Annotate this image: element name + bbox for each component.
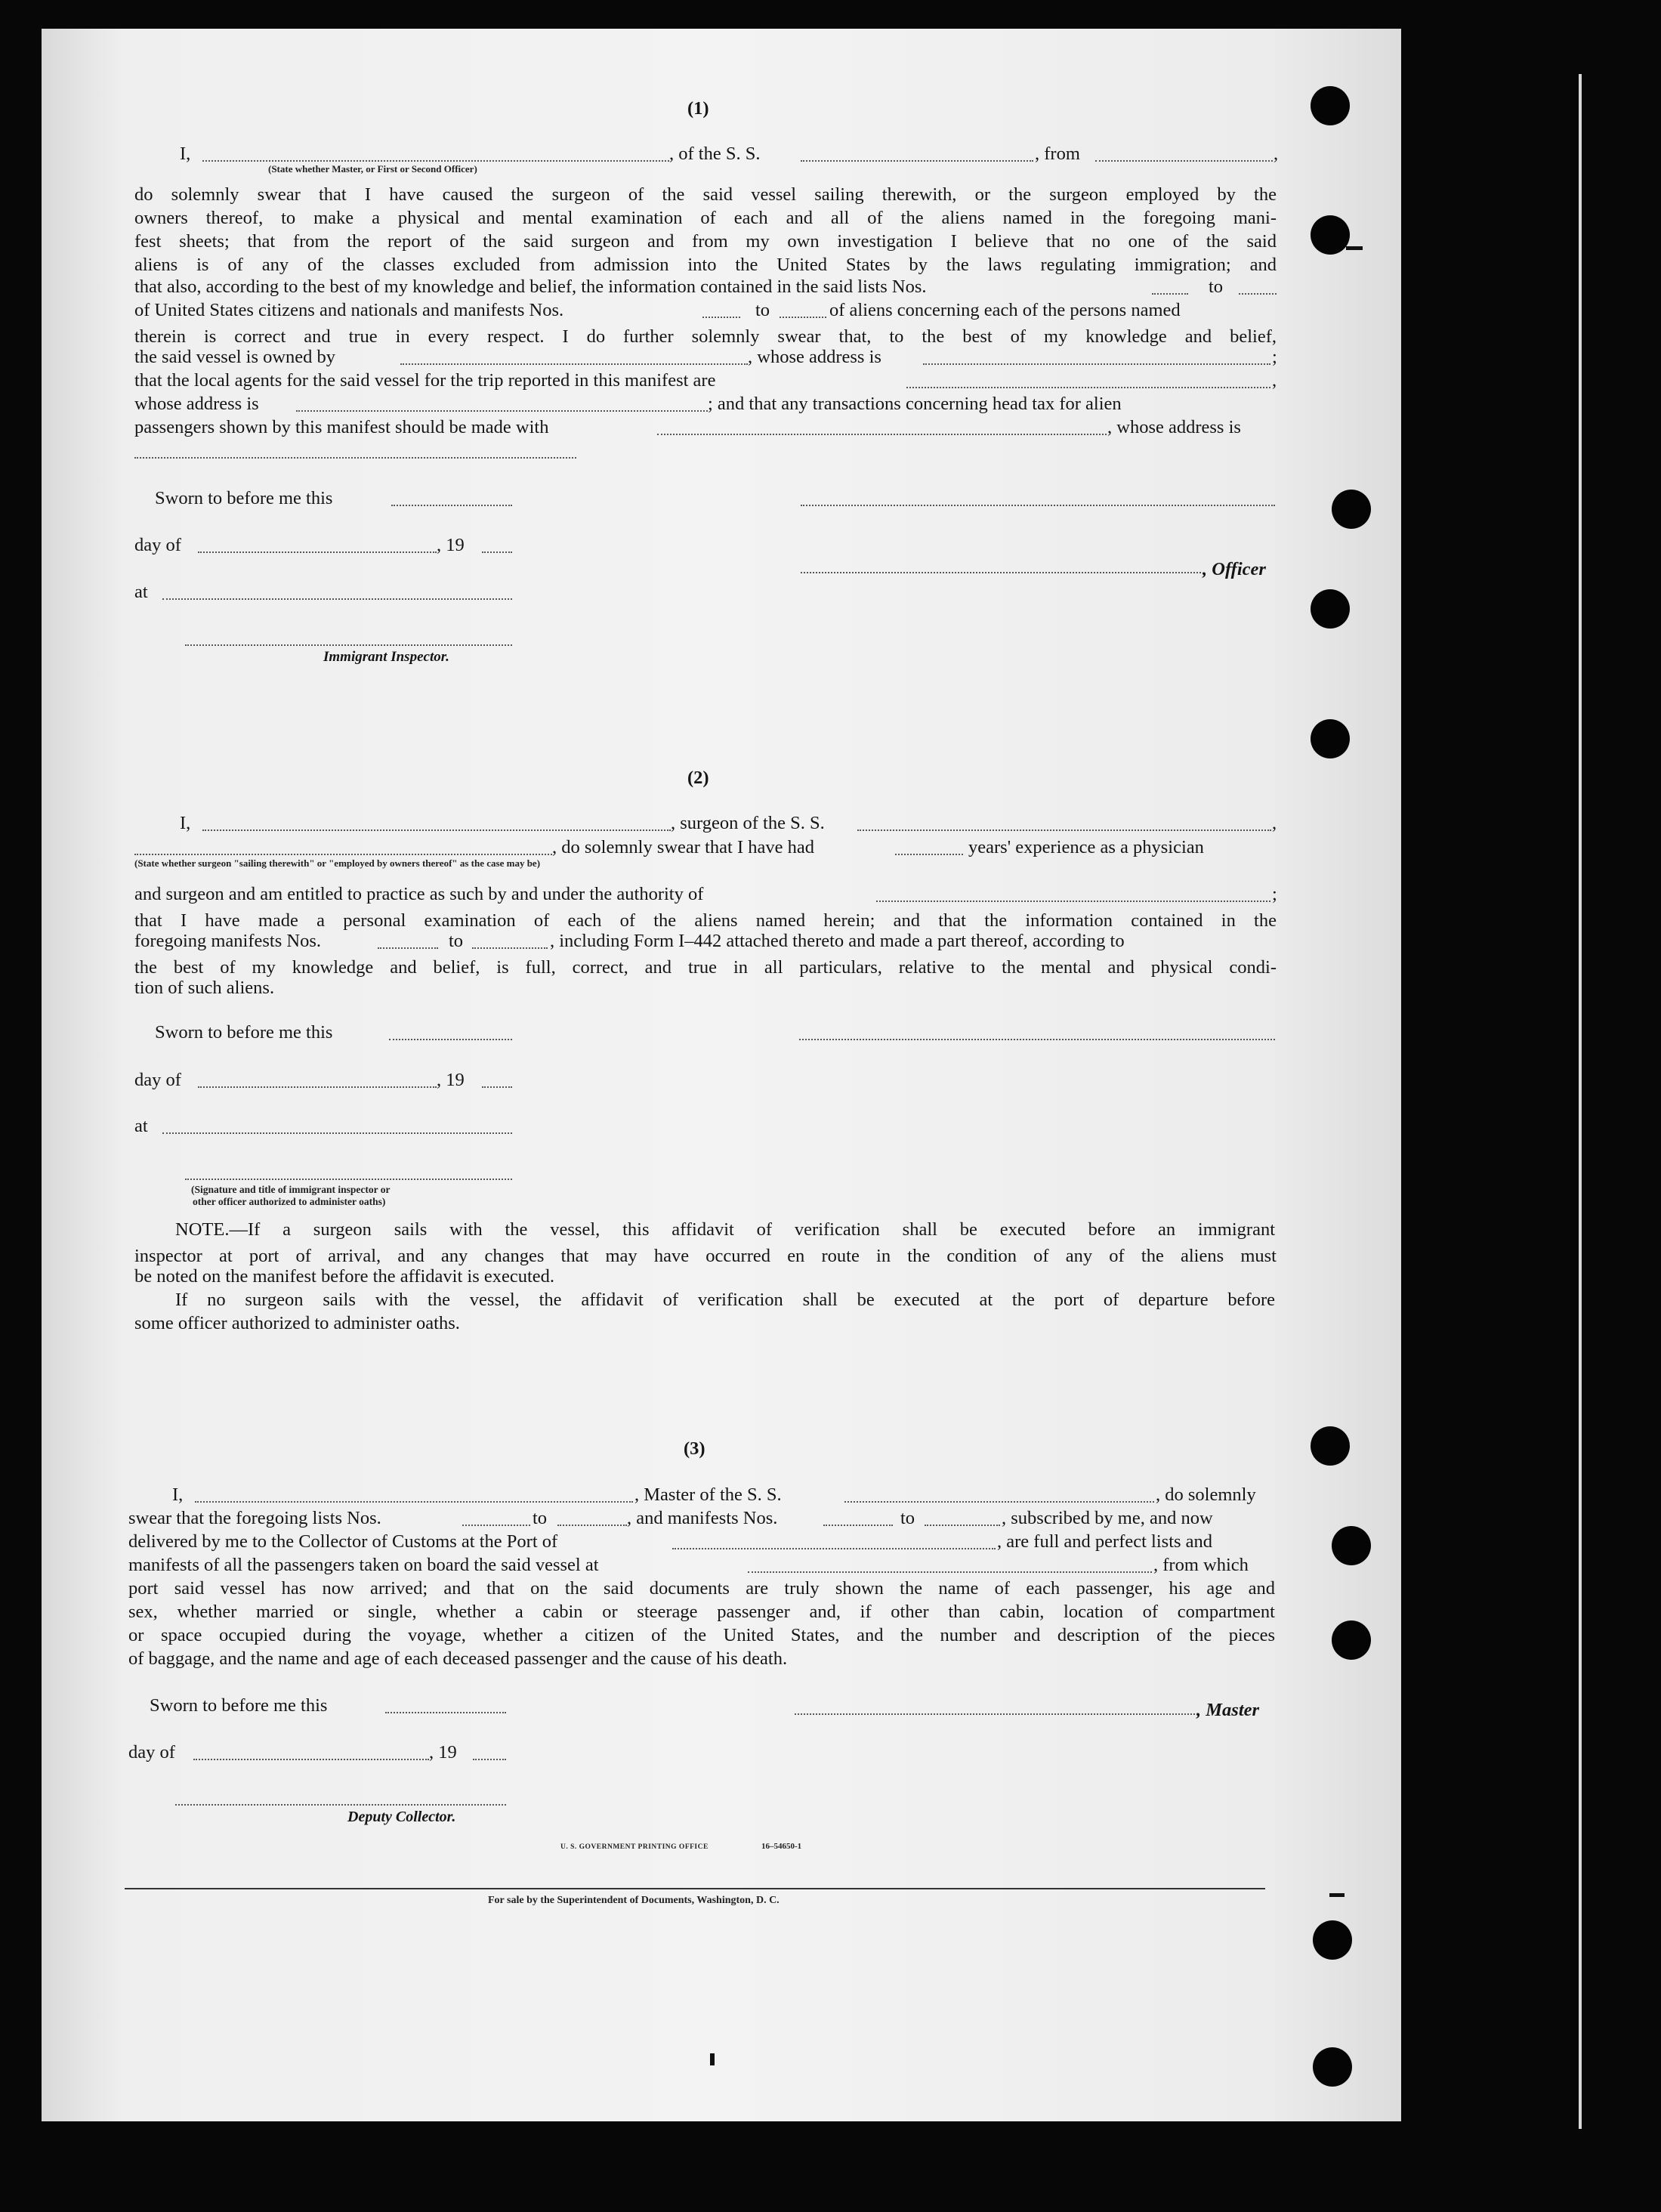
s1-blank-manifest-from bbox=[702, 317, 740, 318]
s1-line1-i: I, bbox=[180, 144, 191, 164]
s3-para-line: or space occupied during the voyage, whether a citizen of the United States, and the number and description of the pieces bbox=[128, 1625, 1275, 1645]
s1-caption: (State whether Master, or First or Second Officer) bbox=[268, 163, 477, 175]
s2-19: , 19 bbox=[437, 1070, 465, 1090]
footer-rule bbox=[125, 1888, 1265, 1889]
s3-blank-year bbox=[473, 1759, 506, 1760]
s2-line1-vessel: , surgeon of the S. S. bbox=[671, 813, 825, 833]
punch-hole bbox=[1332, 1526, 1371, 1565]
s3-day: day of bbox=[128, 1742, 175, 1762]
s1-line1-vessel: , of the S. S. bbox=[669, 144, 761, 164]
s3-blank-list-to bbox=[557, 1525, 627, 1526]
s3-line2: swear that the foregoing lists Nos. bbox=[128, 1508, 381, 1528]
s1-line5: that also, according to the best of my knowledge and belief, the information contained in the said lists Nos. bbox=[134, 276, 927, 297]
s1-line1-from: , from bbox=[1035, 144, 1080, 164]
mark bbox=[1346, 246, 1363, 250]
s3-blank-manifest-from bbox=[823, 1525, 893, 1526]
s2-caption-sig: (Signature and title of immigrant inspector or bbox=[191, 1184, 391, 1195]
s3-sworn: Sworn to before me this bbox=[150, 1695, 328, 1716]
s3-line4: manifests of all the passengers taken on board the said vessel at bbox=[128, 1555, 599, 1575]
s1-19: , 19 bbox=[437, 535, 465, 555]
s2-blank-manifest-to bbox=[472, 947, 548, 949]
s2-caption: (State whether surgeon "sailing therewith" or "employed by owners thereof" as the case may be) bbox=[134, 857, 541, 869]
s2-blank-day bbox=[198, 1086, 437, 1088]
s1-blank-list-to bbox=[1239, 293, 1277, 295]
s2-blank-vessel bbox=[857, 830, 1271, 831]
s1-officer-line bbox=[801, 572, 1201, 573]
s1-para-line: aliens is of any of the classes excluded from admission into the United States by the laws regulating immigration; and bbox=[134, 255, 1277, 275]
s3-blank-manifest-to bbox=[925, 1525, 1000, 1526]
s3-line2-to: to bbox=[533, 1508, 548, 1528]
punch-hole bbox=[1313, 2047, 1352, 2087]
s2-blank-years bbox=[895, 854, 963, 855]
s2-line2-end: years' experience as a physician bbox=[968, 837, 1204, 857]
s1-blank-agents-address bbox=[296, 410, 708, 412]
s2-sworn: Sworn to before me this bbox=[155, 1022, 333, 1043]
s3-para-line: of baggage, and the name and age of each deceased passenger and the cause of his death. bbox=[128, 1648, 788, 1669]
s2-para-semicolon: ; bbox=[1272, 884, 1277, 904]
s1-blank-at bbox=[162, 598, 512, 600]
s2-line1-comma: , bbox=[1272, 813, 1277, 833]
s1-signature-line bbox=[801, 505, 1275, 506]
s2-blank-surgeon-name bbox=[202, 830, 671, 831]
s3-para-line: sex, whether married or single, whether a cabin or steerage passenger and, if other than cabin, location of compartment bbox=[128, 1602, 1275, 1622]
s3-line1-i: I, bbox=[172, 1484, 184, 1505]
s1-blank-day bbox=[198, 551, 437, 553]
s2-note: If no surgeon sails with the vessel, the affidavit of verification shall be executed at the port of departure before bbox=[175, 1290, 1275, 1310]
s1-line9: that the local agents for the said vessel for the trip reported in this manifest are bbox=[134, 370, 716, 391]
s1-blank-year bbox=[482, 551, 512, 553]
s3-blank-vessel bbox=[844, 1501, 1154, 1503]
punch-hole bbox=[1311, 1426, 1350, 1466]
s2-blank-sworn bbox=[389, 1039, 512, 1040]
s2-blank-manifest-from bbox=[378, 947, 438, 949]
s2-para-line: that I have made a personal examination of each of the aliens named herein; and that the information contained in the bbox=[134, 910, 1277, 931]
s1-para-line: do solemnly swear that I have caused the surgeon of the said vessel sailing therewith, or the surgeon employed by the bbox=[134, 184, 1277, 205]
section-2-heading: (2) bbox=[687, 768, 709, 788]
s3-blank-day bbox=[193, 1759, 429, 1760]
s3-blank-list-from bbox=[462, 1525, 530, 1526]
s2-para-line: the best of my knowledge and belief, is full, correct, and true in all particulars, relative to the mental and physical condi- bbox=[134, 957, 1277, 978]
section-1-heading: (1) bbox=[687, 98, 709, 119]
s3-para-line: port said vessel has now arrived; and that on the said documents are truly shown the name of each passenger, his age and bbox=[128, 1578, 1275, 1599]
s1-line1-comma: , bbox=[1274, 144, 1279, 164]
s2-line2: , do solemnly swear that I have had bbox=[552, 837, 814, 857]
s2-at: at bbox=[134, 1116, 148, 1136]
s3-collector-line bbox=[175, 1804, 506, 1806]
s1-line8: the said vessel is owned by bbox=[134, 347, 336, 367]
s1-blank-list-from bbox=[1152, 293, 1188, 295]
s2-blank-year bbox=[482, 1086, 512, 1088]
s2-inspector-line bbox=[185, 1179, 512, 1180]
s1-day: day of bbox=[134, 535, 181, 555]
punch-hole bbox=[1311, 215, 1350, 255]
punch-hole bbox=[1332, 1620, 1371, 1660]
s1-blank-owner-address bbox=[923, 363, 1270, 365]
s1-inspector: Immigrant Inspector. bbox=[323, 649, 449, 665]
gpo-imprint: U. S. GOVERNMENT PRINTING OFFICE bbox=[560, 1843, 709, 1851]
s3-line2-to2: to bbox=[900, 1508, 915, 1528]
s2-blank-sailing bbox=[134, 854, 552, 855]
s1-line6: of United States citizens and nationals and manifests Nos. bbox=[134, 300, 564, 320]
s3-19: , 19 bbox=[429, 1742, 457, 1762]
s1-blank-from bbox=[1095, 160, 1273, 162]
s1-line8-address: , whose address is bbox=[748, 347, 881, 367]
s1-blank-agents bbox=[906, 387, 1270, 388]
s2-para-line: tion of such aliens. bbox=[134, 978, 275, 998]
s2-blank-at bbox=[162, 1132, 512, 1134]
s1-line10-end: ; and that any transactions concerning head tax for alien bbox=[708, 394, 1122, 414]
s2-signature-line bbox=[799, 1039, 1275, 1040]
s2-line-form: , including Form I–442 attached thereto and made a part thereof, according to bbox=[550, 931, 1125, 951]
s3-master-line bbox=[795, 1713, 1195, 1715]
s3-line2-manifests: , and manifests Nos. bbox=[627, 1508, 778, 1528]
section-3-heading: (3) bbox=[684, 1438, 705, 1459]
s1-para-line: therein is correct and true in every respect. I do further solemnly swear that, to the best of my knowledge and belief, bbox=[134, 326, 1277, 347]
s1-blank-head-tax-address bbox=[134, 457, 576, 459]
s2-line-manifests: foregoing manifests Nos. bbox=[134, 931, 321, 951]
s1-line6-end: of aliens concerning each of the persons named bbox=[829, 300, 1181, 320]
s1-blank-head-tax bbox=[657, 434, 1107, 435]
mark bbox=[710, 2053, 715, 2065]
s2-note: NOTE.—If a surgeon sails with the vessel, this affidavit of verification shall be executed before an immigrant bbox=[175, 1219, 1275, 1240]
punch-hole bbox=[1311, 719, 1350, 758]
s3-line3-end: , are full and perfect lists and bbox=[997, 1531, 1213, 1552]
s1-line11-end: , whose address is bbox=[1107, 417, 1241, 437]
s2-note: some officer authorized to administer oaths. bbox=[134, 1313, 460, 1333]
s1-blank-officer-name bbox=[202, 160, 669, 162]
s3-line3: delivered by me to the Collector of Customs at the Port of bbox=[128, 1531, 558, 1552]
s1-para-line: owners thereof, to make a physical and mental examination of each and all of the aliens named in the foregoing mani- bbox=[134, 208, 1277, 228]
mark bbox=[1329, 1893, 1345, 1897]
s1-blank-manifest-to bbox=[780, 317, 826, 318]
s2-note: be noted on the manifest before the affidavit is executed. bbox=[134, 1266, 555, 1287]
s1-line10: whose address is bbox=[134, 394, 259, 414]
s1-line8-semicolon: ; bbox=[1272, 347, 1277, 367]
sale-notice: For sale by the Superintendent of Documents, Washington, D. C. bbox=[488, 1895, 780, 1906]
s1-line11: passengers shown by this manifest should be made with bbox=[134, 417, 549, 437]
s1-inspector-line bbox=[185, 644, 512, 646]
punch-hole bbox=[1311, 589, 1350, 629]
s3-blank-master-name bbox=[195, 1501, 633, 1503]
punch-hole bbox=[1311, 86, 1350, 125]
s3-blank-port bbox=[672, 1548, 996, 1549]
s1-officer: , Officer bbox=[1203, 559, 1266, 579]
s3-master: , Master bbox=[1196, 1700, 1260, 1720]
s1-para-line: fest sheets; that from the report of the said surgeon and from my own investigation I believe that no one of the said bbox=[134, 231, 1277, 252]
s1-sworn: Sworn to before me this bbox=[155, 488, 333, 508]
s1-at: at bbox=[134, 582, 148, 602]
s2-note: inspector at port of arrival, and any changes that may have occurred en route in the condition of any of the aliens must bbox=[134, 1246, 1277, 1266]
s2-caption-sig: other officer authorized to administer oaths) bbox=[193, 1196, 386, 1207]
s2-line1-i: I, bbox=[180, 813, 191, 833]
punch-hole bbox=[1313, 1920, 1352, 1960]
s3-line1-end: , do solemnly bbox=[1156, 1484, 1256, 1505]
s1-line6-to: to bbox=[755, 300, 770, 320]
s3-blank-embark bbox=[748, 1571, 1152, 1573]
s3-collector: Deputy Collector. bbox=[347, 1809, 456, 1825]
s2-day: day of bbox=[134, 1070, 181, 1090]
s3-line2-end: , subscribed by me, and now bbox=[1002, 1508, 1213, 1528]
s2-blank-authority bbox=[876, 901, 1270, 902]
s2-para-line: and surgeon and am entitled to practice as such by and under the authority of bbox=[134, 884, 704, 904]
page-edge-line bbox=[1579, 74, 1582, 2129]
s1-blank-vessel bbox=[801, 160, 1033, 162]
s2-line-to: to bbox=[449, 931, 464, 951]
s3-line4-end: , from which bbox=[1153, 1555, 1249, 1575]
punch-hole bbox=[1332, 490, 1371, 529]
s3-blank-sworn bbox=[385, 1712, 506, 1713]
s1-blank-owner bbox=[400, 363, 748, 365]
s1-line9-comma: , bbox=[1272, 370, 1277, 391]
form-number: 16–54650-1 bbox=[761, 1842, 802, 1851]
s3-line1-vessel: , Master of the S. S. bbox=[634, 1484, 782, 1505]
s1-line5-to: to bbox=[1209, 276, 1224, 297]
s1-blank-sworn bbox=[391, 505, 512, 506]
